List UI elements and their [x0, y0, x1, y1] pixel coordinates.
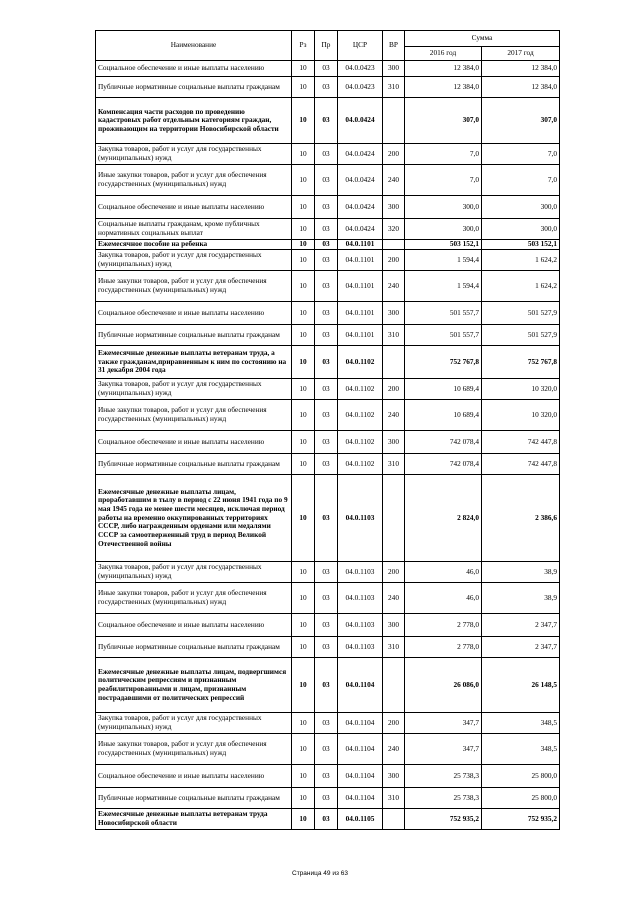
table-row [96, 346, 560, 379]
cell-2016: 12 384,0 [405, 61, 482, 77]
cell-rz: 10 [292, 379, 315, 400]
cell-2016: 300,0 [405, 219, 482, 240]
table-row [96, 240, 560, 250]
cell-name: Социальные выплаты гражданам, кроме публичных нормативных социальных выплат [96, 219, 292, 240]
cell-vr: 240 [383, 734, 405, 765]
cell-vr: 200 [383, 379, 405, 400]
cell-2017: 300,0 [482, 196, 560, 219]
cell-2017: 2 386,6 [482, 475, 560, 562]
cell-vr: 310 [383, 788, 405, 809]
cell-pr: 03 [315, 788, 338, 809]
cell-csr: 04.0.1103 [338, 614, 383, 637]
cell-rz: 10 [292, 562, 315, 583]
cell-2016: 25 738,3 [405, 788, 482, 809]
table-row [96, 614, 560, 637]
cell-rz: 10 [292, 454, 315, 475]
cell-pr: 03 [315, 658, 338, 713]
cell-name: Социальное обеспечение и иные выплаты населению [96, 614, 292, 637]
table-row [96, 196, 560, 219]
cell-name: Закупка товаров, работ и услуг для государственных (муниципальных) нужд [96, 713, 292, 734]
table-row [96, 98, 560, 144]
cell-2017: 25 800,0 [482, 765, 560, 788]
cell-2016: 25 738,3 [405, 765, 482, 788]
cell-2017: 501 527,9 [482, 302, 560, 325]
cell-rz: 10 [292, 809, 315, 830]
table-row [96, 734, 560, 765]
cell-rz: 10 [292, 637, 315, 658]
cell-name: Ежемесячные денежные выплаты лицам, проработавшим в тылу в период с 22 июня 1941 года по 9 мая 1945 года не менее шести месяцев, исключая период работы на временно оккупированных территориях СССР, либо награжденным орденами или медалями СССР за самоотверженный труд в период Великой Отечественной войны [96, 475, 292, 562]
cell-2017: 742 447,8 [482, 454, 560, 475]
cell-2016: 46,0 [405, 562, 482, 583]
cell-csr: 04.0.1103 [338, 583, 383, 614]
cell-name: Социальное обеспечение и иные выплаты населению [96, 302, 292, 325]
cell-2016: 501 557,7 [405, 325, 482, 346]
table-row [96, 400, 560, 431]
table-row [96, 144, 560, 165]
cell-name: Иные закупки товаров, работ и услуг для обеспечения государственных (муниципальных) нужд [96, 583, 292, 614]
table-row [96, 809, 560, 830]
cell-pr: 03 [315, 219, 338, 240]
cell-pr: 03 [315, 196, 338, 219]
cell-pr: 03 [315, 765, 338, 788]
cell-pr: 03 [315, 302, 338, 325]
table-row [96, 562, 560, 583]
table-row [96, 658, 560, 713]
cell-rz: 10 [292, 325, 315, 346]
table-row [96, 61, 560, 77]
cell-2016: 46,0 [405, 583, 482, 614]
cell-2017: 10 320,0 [482, 400, 560, 431]
cell-csr: 04.0.0423 [338, 77, 383, 98]
cell-csr: 04.0.1105 [338, 809, 383, 830]
cell-vr: 310 [383, 454, 405, 475]
cell-name: Иные закупки товаров, работ и услуг для обеспечения государственных (муниципальных) нужд [96, 271, 292, 302]
cell-pr: 03 [315, 98, 338, 144]
cell-rz: 10 [292, 734, 315, 765]
cell-csr: 04.0.1104 [338, 765, 383, 788]
cell-rz: 10 [292, 250, 315, 271]
cell-csr: 04.0.1104 [338, 658, 383, 713]
cell-2017: 348,5 [482, 734, 560, 765]
cell-2017: 1 624,2 [482, 250, 560, 271]
cell-2017: 501 527,9 [482, 325, 560, 346]
cell-name: Ежемесячные денежные выплаты ветеранам труда, а также гражданам,приравненным к ним по состоянию на 31 декабря 2004 года [96, 346, 292, 379]
cell-2016: 26 086,0 [405, 658, 482, 713]
cell-vr: 300 [383, 302, 405, 325]
cell-pr: 03 [315, 271, 338, 302]
cell-2017: 7,0 [482, 165, 560, 196]
cell-csr: 04.0.0424 [338, 196, 383, 219]
cell-csr: 04.0.1101 [338, 240, 383, 250]
cell-2017: 26 148,5 [482, 658, 560, 713]
cell-rz: 10 [292, 196, 315, 219]
header-sum: Сумма [405, 31, 560, 47]
cell-rz: 10 [292, 61, 315, 77]
cell-name: Иные закупки товаров, работ и услуг для обеспечения государственных (муниципальных) нужд [96, 400, 292, 431]
cell-vr: 300 [383, 765, 405, 788]
cell-2017: 307,0 [482, 98, 560, 144]
cell-2016: 742 078,4 [405, 454, 482, 475]
table-row [96, 302, 560, 325]
cell-2017: 7,0 [482, 144, 560, 165]
cell-rz: 10 [292, 765, 315, 788]
table-row [96, 765, 560, 788]
header-2016: 2016 год [405, 47, 482, 61]
cell-2016: 347,7 [405, 734, 482, 765]
cell-csr: 04.0.1101 [338, 302, 383, 325]
header-rz: Рз [292, 31, 315, 61]
cell-csr: 04.0.1101 [338, 271, 383, 302]
cell-2017: 2 347,7 [482, 637, 560, 658]
cell-pr: 03 [315, 562, 338, 583]
cell-csr: 04.0.1102 [338, 431, 383, 454]
table-row [96, 454, 560, 475]
cell-2017: 1 624,2 [482, 271, 560, 302]
cell-2016: 300,0 [405, 196, 482, 219]
cell-2017: 38,9 [482, 583, 560, 614]
cell-rz: 10 [292, 240, 315, 250]
cell-csr: 04.0.1103 [338, 637, 383, 658]
cell-pr: 03 [315, 379, 338, 400]
cell-vr: 240 [383, 165, 405, 196]
cell-vr [383, 240, 405, 250]
cell-rz: 10 [292, 658, 315, 713]
cell-csr: 04.0.0424 [338, 144, 383, 165]
cell-2017: 12 384,0 [482, 61, 560, 77]
table-row [96, 475, 560, 562]
cell-2016: 12 384,0 [405, 77, 482, 98]
cell-vr: 310 [383, 77, 405, 98]
cell-rz: 10 [292, 788, 315, 809]
cell-2017: 10 320,0 [482, 379, 560, 400]
cell-2017: 752 935,2 [482, 809, 560, 830]
table-row [96, 788, 560, 809]
cell-pr: 03 [315, 431, 338, 454]
cell-2016: 2 778,0 [405, 637, 482, 658]
cell-csr: 04.0.1102 [338, 346, 383, 379]
cell-pr: 03 [315, 325, 338, 346]
cell-csr: 04.0.1104 [338, 734, 383, 765]
cell-name: Закупка товаров, работ и услуг для государственных (муниципальных) нужд [96, 562, 292, 583]
cell-2016: 1 594,4 [405, 250, 482, 271]
cell-2016: 501 557,7 [405, 302, 482, 325]
cell-vr: 320 [383, 219, 405, 240]
cell-rz: 10 [292, 431, 315, 454]
cell-name: Иные закупки товаров, работ и услуг для обеспечения государственных (муниципальных) нужд [96, 734, 292, 765]
cell-pr: 03 [315, 454, 338, 475]
cell-rz: 10 [292, 302, 315, 325]
table-row [96, 379, 560, 400]
cell-rz: 10 [292, 346, 315, 379]
table-row [96, 325, 560, 346]
cell-2016: 7,0 [405, 144, 482, 165]
cell-pr: 03 [315, 165, 338, 196]
cell-rz: 10 [292, 614, 315, 637]
budget-table [95, 30, 560, 830]
cell-name: Публичные нормативные социальные выплаты гражданам [96, 325, 292, 346]
cell-name: Иные закупки товаров, работ и услуг для обеспечения государственных (муниципальных) нужд [96, 165, 292, 196]
cell-csr: 04.0.1102 [338, 400, 383, 431]
header-csr: ЦСР [338, 31, 383, 61]
cell-rz: 10 [292, 271, 315, 302]
cell-csr: 04.0.1102 [338, 379, 383, 400]
cell-vr: 300 [383, 61, 405, 77]
cell-csr: 04.0.0424 [338, 165, 383, 196]
cell-pr: 03 [315, 637, 338, 658]
table-header-row [96, 31, 560, 47]
cell-vr [383, 475, 405, 562]
cell-2017: 38,9 [482, 562, 560, 583]
cell-csr: 04.0.0424 [338, 98, 383, 144]
cell-csr: 04.0.0423 [338, 61, 383, 77]
cell-name: Публичные нормативные социальные выплаты гражданам [96, 77, 292, 98]
cell-vr [383, 658, 405, 713]
cell-2017: 503 152,1 [482, 240, 560, 250]
cell-2016: 10 689,4 [405, 379, 482, 400]
cell-name: Закупка товаров, работ и услуг для государственных (муниципальных) нужд [96, 250, 292, 271]
cell-vr: 310 [383, 637, 405, 658]
cell-2017: 348,5 [482, 713, 560, 734]
cell-name: Компенсация части расходов по проведению кадастровых работ отдельным категориям граждан, проживающим на территории Новосибирской области [96, 98, 292, 144]
table-row [96, 271, 560, 302]
cell-name: Социальное обеспечение и иные выплаты населению [96, 61, 292, 77]
cell-pr: 03 [315, 614, 338, 637]
cell-2016: 752 935,2 [405, 809, 482, 830]
cell-2017: 742 447,8 [482, 431, 560, 454]
header-pr: Пр [315, 31, 338, 61]
cell-pr: 03 [315, 144, 338, 165]
cell-2016: 307,0 [405, 98, 482, 144]
cell-vr: 240 [383, 271, 405, 302]
cell-rz: 10 [292, 98, 315, 144]
cell-pr: 03 [315, 346, 338, 379]
cell-name: Закупка товаров, работ и услуг для государственных (муниципальных) нужд [96, 144, 292, 165]
cell-2017: 2 347,7 [482, 614, 560, 637]
table-row [96, 637, 560, 658]
cell-csr: 04.0.1104 [338, 713, 383, 734]
cell-vr: 300 [383, 196, 405, 219]
cell-pr: 03 [315, 400, 338, 431]
cell-2016: 1 594,4 [405, 271, 482, 302]
cell-pr: 03 [315, 240, 338, 250]
table-row [96, 77, 560, 98]
cell-csr: 04.0.1101 [338, 250, 383, 271]
table-row [96, 250, 560, 271]
cell-pr: 03 [315, 475, 338, 562]
header-name: Наименование [96, 31, 292, 61]
cell-pr: 03 [315, 250, 338, 271]
cell-csr: 04.0.0424 [338, 219, 383, 240]
cell-vr: 300 [383, 614, 405, 637]
table-row [96, 165, 560, 196]
cell-2016: 10 689,4 [405, 400, 482, 431]
cell-2017: 25 800,0 [482, 788, 560, 809]
header-2017: 2017 год [482, 47, 560, 61]
cell-rz: 10 [292, 475, 315, 562]
table-row [96, 219, 560, 240]
cell-name: Публичные нормативные социальные выплаты гражданам [96, 454, 292, 475]
table-row [96, 583, 560, 614]
cell-rz: 10 [292, 77, 315, 98]
cell-name: Закупка товаров, работ и услуг для государственных (муниципальных) нужд [96, 379, 292, 400]
cell-2016: 503 152,1 [405, 240, 482, 250]
cell-name: Публичные нормативные социальные выплаты гражданам [96, 637, 292, 658]
cell-rz: 10 [292, 400, 315, 431]
cell-vr: 200 [383, 713, 405, 734]
cell-vr: 240 [383, 400, 405, 431]
cell-vr [383, 98, 405, 144]
cell-2017: 752 767,8 [482, 346, 560, 379]
cell-2016: 7,0 [405, 165, 482, 196]
cell-2017: 12 384,0 [482, 77, 560, 98]
cell-pr: 03 [315, 713, 338, 734]
cell-2016: 347,7 [405, 713, 482, 734]
cell-rz: 10 [292, 713, 315, 734]
cell-name: Социальное обеспечение и иные выплаты населению [96, 196, 292, 219]
cell-csr: 04.0.1104 [338, 788, 383, 809]
cell-vr: 310 [383, 325, 405, 346]
cell-name: Ежемесячные денежные выплаты ветеранам труда Новосибирской области [96, 809, 292, 830]
cell-vr: 200 [383, 562, 405, 583]
cell-name: Социальное обеспечение и иные выплаты населению [96, 431, 292, 454]
cell-name: Ежемесячное пособие на ребенка [96, 240, 292, 250]
cell-pr: 03 [315, 61, 338, 77]
page-footer: Страница 49 из 63 [292, 870, 348, 877]
header-vr: ВР [383, 31, 405, 61]
cell-pr: 03 [315, 734, 338, 765]
cell-pr: 03 [315, 77, 338, 98]
cell-vr: 300 [383, 431, 405, 454]
cell-csr: 04.0.1103 [338, 475, 383, 562]
cell-2016: 752 767,8 [405, 346, 482, 379]
cell-rz: 10 [292, 165, 315, 196]
table-row [96, 431, 560, 454]
cell-vr: 200 [383, 250, 405, 271]
cell-vr: 200 [383, 144, 405, 165]
cell-pr: 03 [315, 583, 338, 614]
cell-2017: 300,0 [482, 219, 560, 240]
cell-name: Публичные нормативные социальные выплаты гражданам [96, 788, 292, 809]
cell-rz: 10 [292, 583, 315, 614]
cell-name: Социальное обеспечение и иные выплаты населению [96, 765, 292, 788]
cell-vr [383, 809, 405, 830]
cell-csr: 04.0.1103 [338, 562, 383, 583]
cell-rz: 10 [292, 219, 315, 240]
cell-2016: 2 778,0 [405, 614, 482, 637]
cell-2016: 742 078,4 [405, 431, 482, 454]
table-row [96, 713, 560, 734]
cell-name: Ежемесячные денежные выплаты лицам, подвергшимся политическим репрессиям и признанным реабилитированными и лицам, признанным пострадавшими от политических репрессий [96, 658, 292, 713]
cell-vr: 240 [383, 583, 405, 614]
cell-vr [383, 346, 405, 379]
cell-pr: 03 [315, 809, 338, 830]
cell-csr: 04.0.1102 [338, 454, 383, 475]
cell-rz: 10 [292, 144, 315, 165]
cell-csr: 04.0.1101 [338, 325, 383, 346]
cell-2016: 2 824,0 [405, 475, 482, 562]
